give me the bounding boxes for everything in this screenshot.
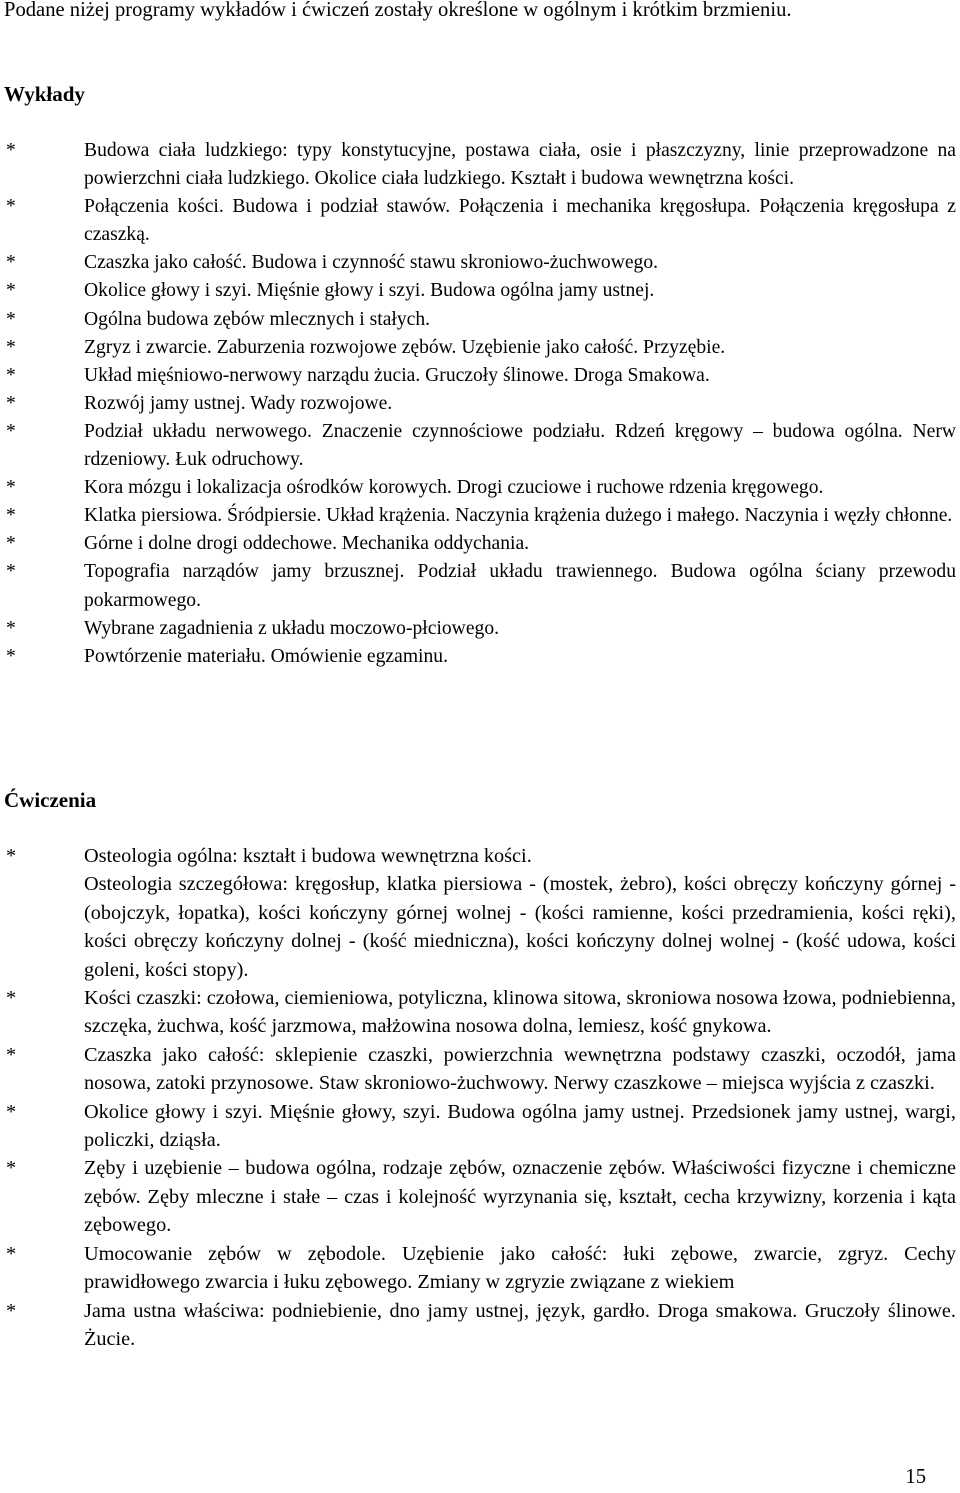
list-item (0, 1297, 960, 1354)
bullet-marker: * (6, 645, 16, 667)
list-item (0, 530, 960, 558)
list-item (0, 306, 960, 334)
bullet-marker: * (6, 392, 16, 414)
list-item (0, 502, 960, 530)
list-item-text: Czaszka jako całość: sklepienie czaszki, powierzchnia wewnętrzna podstawy czaszki, oczodół, jama nosowa, zatoki przynosowe. Staw skroniowo-żuchwowy. Nerwy czaszkowe – miejsca wyjścia z czaszki. (84, 1043, 956, 1095)
lectures-heading: Wykłady (4, 82, 85, 106)
bullet-marker: * (6, 533, 16, 555)
list-item-text: Powtórzenie materiału. Omówienie egzaminu. (84, 645, 448, 667)
bullet-marker: * (6, 1043, 17, 1066)
list-item-text: Zgryz i zwarcie. Zaburzenia rozwojowe zębów. Uzębienie jako całość. Przyzębie. (84, 336, 726, 358)
list-item (0, 277, 960, 305)
list-item (0, 870, 960, 984)
bullet-marker: * (6, 308, 16, 330)
page-number: 15 (905, 1466, 926, 1488)
list-item (0, 474, 960, 502)
list-item (0, 558, 960, 614)
list-item (0, 1240, 960, 1297)
bullet-marker: * (6, 505, 16, 527)
bullet-marker: * (6, 280, 16, 302)
list-item-text: Górne i dolne drogi oddechowe. Mechanika oddychania. (84, 533, 530, 555)
list-item (0, 362, 960, 390)
list-item (0, 1041, 960, 1098)
bullet-marker: * (6, 845, 17, 867)
bullet-marker: * (6, 1299, 17, 1322)
bullet-marker: * (6, 561, 16, 583)
list-item (0, 390, 960, 418)
bullet-marker: * (6, 1100, 17, 1123)
list-item (0, 615, 960, 643)
bullet-marker: * (6, 420, 16, 442)
bullet-marker: * (6, 477, 16, 499)
list-item (0, 643, 960, 671)
bullet-marker: * (6, 140, 16, 161)
list-item (0, 418, 960, 474)
list-item (0, 249, 960, 277)
list-item-text: Kora mózgu i lokalizacja ośrodków korowych. Drogi czuciowe i ruchowe rdzenia kręgowego. (84, 477, 824, 499)
lectures-list (0, 137, 960, 671)
list-item-text: Osteologia ogólna: kształt i budowa wewnętrzna kości. (84, 845, 532, 867)
list-item-text: Topografia narządów jamy brzusznej. Podział układu trawiennego. Budowa ogólna ściany przewodu pokarmowego. (84, 561, 956, 611)
bullet-marker: * (6, 364, 16, 386)
list-item-text: Układ mięśniowo-nerwowy narządu żucia. Gruczoły ślinowe. Droga Smakowa. (84, 364, 710, 386)
list-item (0, 1098, 960, 1155)
list-item-text: Umocowanie zębów w zębodole. Uzębienie jako całość: łuki zębowe, zwarcie, zgryz. Cechy prawidłowego zwarcia i łuku zębowego. Zmiany w zgryzie związane z wiekiem (84, 1242, 956, 1294)
list-item-text: Ogólna budowa zębów mlecznych i stałych. (84, 308, 431, 330)
list-item (0, 137, 960, 193)
list-item (0, 334, 960, 362)
bullet-marker: * (6, 252, 16, 274)
exercises-list (0, 842, 960, 1353)
bullet-marker: * (6, 336, 16, 358)
bullet-marker: * (6, 1242, 17, 1265)
list-item (0, 984, 960, 1041)
list-item-text: Połączenia kości. Budowa i podział stawów. Połączenia i mechanika kręgosłupa. Połączenia kręgosłupa z czaszką. (84, 196, 956, 246)
list-item-text: Podział układu nerwowego. Znaczenie czynnościowe podziału. Rdzeń kręgowy – budowa ogólna. Nerw rdzeniowy. Łuk odruchowy. (84, 420, 956, 471)
list-item-text: Jama ustna właściwa: podniebienie, dno jamy ustnej, język, gardło. Droga smakowa. Gruczoły ślinowe. Żucie. (84, 1299, 956, 1350)
list-item-text: Osteologia szczegółowa: kręgosłup, klatka piersiowa - (mostek, żebro), kości obręczy kończyny górnej - (obojczyk, łopatka), kości kończyny górnej wolnej - (kości ramienne, kości przedramienia, kości ręki), kości obręczy kończyny dolnej - (kość miedniczna), kości kończyny dolnej wolnej - (kość udowa, kości goleni, kości stopy). (84, 873, 956, 981)
bullet-marker: * (6, 196, 16, 218)
list-item (0, 1154, 960, 1239)
list-item-text: Kości czaszki: czołowa, ciemieniowa, potyliczna, klinowa sitowa, skroniowa nosowa łzowa, podniebienna, szczęka, żuchwa, kość jarzmowa, małżowina nosowa dolna, lemiesz, kość gnykowa. (84, 987, 956, 1038)
intro-paragraph: Podane niżej programy wykładów i ćwiczeń zostały określone w ogólnym i krótkim brzmieniu. (4, 0, 792, 21)
list-item-text: Budowa ciała ludzkiego: typy konstytucyjne, postawa ciała, osie i płaszczyzny, linie przeprowadzone na powierzchni ciała ludzkiego. Okolice ciała ludzkiego. Kształt i budowa wewnętrzna kości. (84, 140, 956, 190)
list-item (0, 842, 960, 870)
list-item-text: Rozwój jamy ustnej. Wady rozwojowe. (84, 392, 393, 414)
bullet-marker: * (6, 617, 16, 639)
list-item-text: Czaszka jako całość. Budowa i czynność stawu skroniowo-żuchwowego. (84, 252, 659, 274)
list-item-text: Zęby i uzębienie – budowa ogólna, rodzaje zębów, oznaczenie zębów. Właściwości fizyczne i chemiczne zębów. Zęby mleczne i stałe – czas i kolejność wyrzynania się, kształt, cecha krzywizny, korzenia i kąta zębowego. (84, 1157, 956, 1237)
list-item-text: Okolice głowy i szyi. Mięśnie głowy, szyi. Budowa ogólna jamy ustnej. Przedsionek jamy ustnej, wargi, policzki, dziąsła. (84, 1100, 956, 1152)
bullet-marker: * (6, 987, 17, 1010)
list-item (0, 193, 960, 249)
list-item-text: Wybrane zagadnienia z układu moczowo-płciowego. (84, 617, 500, 639)
exercises-heading: Ćwiczenia (4, 788, 97, 812)
list-item-text: Okolice głowy i szyi. Mięśnie głowy i szyi. Budowa ogólna jamy ustnej. (84, 280, 655, 302)
bullet-marker: * (6, 1157, 17, 1180)
list-item-text: Klatka piersiowa. Śródpiersie. Układ krążenia. Naczynia krążenia dużego i małego. Naczynia i węzły chłonne. (84, 505, 953, 527)
